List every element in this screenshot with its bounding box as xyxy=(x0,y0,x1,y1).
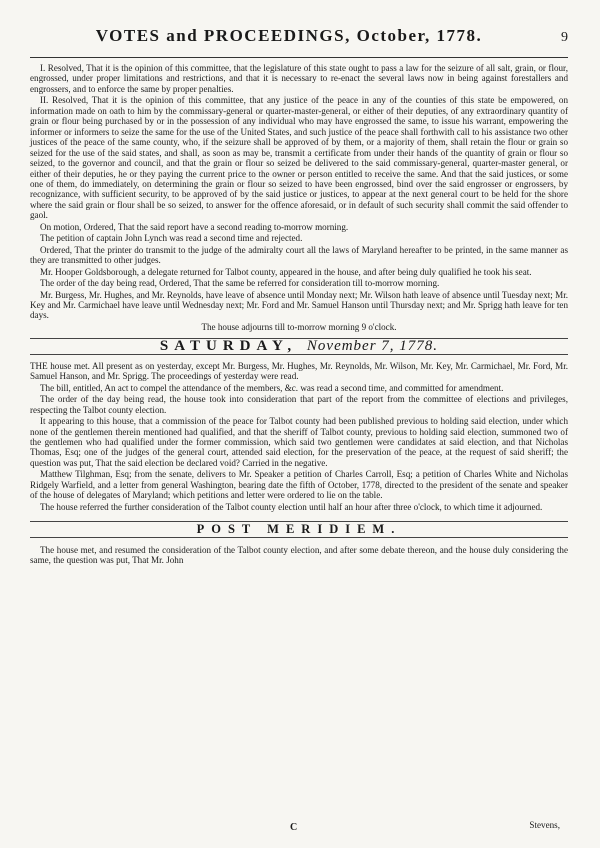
post-meridiem-text: The house met, and resumed the consideration of the Talbot county election, and after some debate thereon, and the house duly considering the same, the question was put, That Mr. John xyxy=(30,544,568,566)
adjournment-saturday: The house referred the further consideration of the Talbot county election until half an hour after three o'clock, to which time it adjourned. xyxy=(40,501,543,512)
senate-message: Matthew Tilghman, Esq; from the senate, delivers to Mr. Speaker a petition of Charles Carroll, Esq; a petition of Charles White and Nicholas Ridgely Warfield, and a letter from general Washington, bearing date the fifth of October, 1778, directed to the president of the senate and speaker of the house of delegates of Maryland; which petitions and letter were ordered to lie on the table. xyxy=(30,469,568,501)
talbot-election-question: It appearing to this house, that a commission of the peace for Talbot county had been published previous to holding said election, under which none of the gentlemen therein mentioned had qualified, and that the sheriff of Talbot county, previous to holding said election, summoned two of the gentlemen who had qualified under the former commission, which said two gentlemen were candidates at said election, and that Nicholas Thomas, Esq; one of the judges of the general court, attended said election, for the preservation of the peace, at the request of said sheriff; the question was put, That the said election be declared void? Carried in the negative. xyxy=(30,416,568,468)
catchword: Stevens, xyxy=(529,820,560,830)
header-rule xyxy=(30,57,568,58)
day-date: November 7, 1778. xyxy=(306,338,439,355)
resolution-2: II. Resolved, That it is the opinion of this committee, that any justice of the peace in any of the counties of this state be empowered, on information made on oath to him by the commissary-general or quarter-master-general, or either of their deputies, of any extraordinary quantity of grain or flour being purchased by or in the possession of any individual who may have engrossed the same, to issue his warrant, empowering the informer or informers to seize the same for the use of the United States, and such justice of the peace shall forthwith call to his assistance two other justices of the peace of the same county, who, if the seizure shall be approved of by them, or a majority of them, shall retain the flour or grain so seized for the use of the said states, and shall, as soon as may be, transmit a certificate from under their hands of the quantity of grain or flour so seized, to the governor and council, and that the grain or flour so seized be delivered to the said commissary-general, quarter-master general, or either of their deputies, he or they paying the current price to the owner or person entitled to receive the same. And that the said justices, or some one of them, do immediately, on determining the grain or flour so seized to have been engrossed, bind over the said engrosser or engrossers, by recognizance, with sufficient security, to be approved of by the said justice or justices, to appear at the next general court to be held for the shore where the said grain or flour shall be so seized, to answer for the offence aforesaid, or in default of such security shall commit the said offender to gaol. xyxy=(30,95,568,221)
order-of-day: The order of the day being read, Ordered, That the same be referred for consideration till to-morrow morning. xyxy=(40,278,440,289)
post-meridiem-heading: POST MERIDIEM. xyxy=(30,521,568,537)
page-title: VOTES and PROCEEDINGS, October, 1778. xyxy=(95,26,483,45)
page-number: 9 xyxy=(561,30,568,45)
motion-second-reading: On motion, Ordered, That the said report have a second reading to-morrow morning. xyxy=(40,221,349,232)
leave-of-absence: Mr. Burgess, Mr. Hughes, and Mr. Reynolds, have leave of absence until Monday next; Mr. Wilson hath leave of absence until Tuesday next; Mr. Key and Mr. Carmichael have leave until Wednesday next; Mr. Ford and Mr. Samuel Hanson until Thursday next; and Mr. Sprigg hath leave for ten days. xyxy=(30,289,568,321)
page-header xyxy=(30,26,568,56)
saturday-heading xyxy=(30,338,568,354)
document-body xyxy=(30,63,568,565)
adjournment-friday: The house adjourns till to-morrow morning 9 o'clock. xyxy=(201,321,397,332)
house-met-saturday: THE house met. All present as on yesterday, except Mr. Burgess, Mr. Hughes, Mr. Reynolds, Mr. Wilson, Mr. Key, Mr. Carmichael, Mr. Ford, Mr. Samuel Hanson, and Mr. Sprigg. The proceedings of yesterday were read. xyxy=(30,360,568,382)
goldsborough-seat: Mr. Hooper Goldsborough, a delegate returned for Talbot county, appeared in the house, and after being duly qualified he took his seat. xyxy=(40,266,532,277)
order-printer: Ordered, That the printer do transmit to the judge of the admiralty court all the laws of Maryland hereafter to be printed, in the same manner as they are transmitted to other judges. xyxy=(30,244,568,266)
order-talbot-election: The order of the day being read, the house took into consideration that part of the report from the committee of elections and privileges, respecting the Talbot county election. xyxy=(30,394,568,415)
bill-attendance: The bill, entitled, An act to compel the attendance of the members, &c. was read a second time, and committed for amendment. xyxy=(40,382,504,393)
signature-mark: C xyxy=(290,822,298,833)
day-name: SATURDAY, xyxy=(159,338,298,355)
petition-lynch: The petition of captain John Lynch was read a second time and rejected. xyxy=(40,233,303,244)
resolution-1: I. Resolved, That it is the opinion of this committee, that the legislature of this state ought to pass a law for the seizure of all salt, grain, or flour, engrossed, under proper limitations and restrictions, and that it is necessary to re-enact the several laws now in being against forestallers and engrossers, and to enforce the same by proper penalties. xyxy=(30,63,568,94)
